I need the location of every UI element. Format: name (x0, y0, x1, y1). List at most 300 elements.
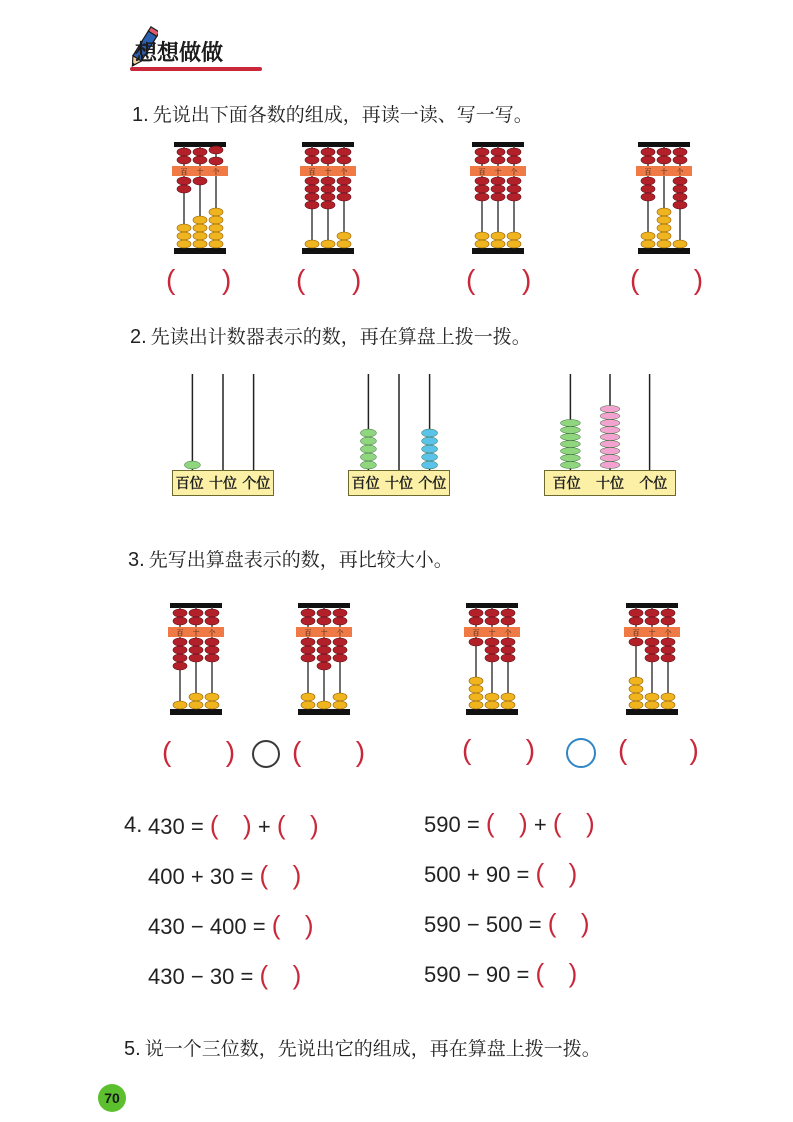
abacus-bead (305, 201, 319, 209)
abacus-bead (475, 232, 489, 240)
counter-place-labels (544, 470, 676, 496)
abacus-bead (475, 240, 489, 248)
question-text: 先写出算盘表示的数，再比较大小。 (148, 549, 453, 571)
abacus-bead (485, 609, 499, 617)
equation-right-2[interactable]: 500 + 90 = ( ) (424, 858, 578, 888)
abacus-place-label: 百 (308, 168, 316, 176)
abacus-bead (673, 185, 687, 193)
counter-bead (360, 429, 376, 437)
abacus-bead (173, 701, 187, 709)
abacus-bead (645, 654, 659, 662)
question-4 (124, 812, 142, 838)
abacus (470, 142, 526, 254)
counter-place-label: 十位 (595, 476, 624, 492)
abacus-bead (205, 693, 219, 701)
abacus-bead (209, 232, 223, 240)
answer-blank[interactable]: ( ) (630, 264, 704, 295)
question-number: 2. (130, 326, 147, 348)
abacus-bead (317, 662, 331, 670)
answer-paren: ) (292, 960, 302, 990)
abacus-bead (337, 185, 351, 193)
abacus-bottom-frame (298, 709, 350, 715)
answer-paren: ) (292, 860, 302, 890)
abacus-bead (491, 240, 505, 248)
abacus-bottom-frame (626, 709, 678, 715)
abacus-bead (501, 617, 515, 625)
abacus-place-label: 十 (192, 629, 200, 637)
counter-bead (560, 434, 580, 441)
counting-frame (544, 372, 676, 502)
abacus-bead (337, 177, 351, 185)
abacus-bead (641, 177, 655, 185)
abacus-bead (301, 654, 315, 662)
counter-bead (422, 461, 438, 469)
abacus-place-label: 百 (644, 168, 652, 176)
abacus-place-label: 十 (488, 629, 496, 637)
counter-bead (600, 441, 620, 448)
abacus-bead (485, 617, 499, 625)
answer-paren: ) (568, 958, 578, 988)
abacus-place-label: 十 (494, 168, 502, 176)
abacus-bead (205, 646, 219, 654)
abacus (296, 603, 352, 715)
abacus-bead (301, 638, 315, 646)
page-number: 70 (98, 1084, 126, 1112)
abacus-bead (321, 201, 335, 209)
abacus-bead (475, 185, 489, 193)
question-3 (128, 545, 453, 572)
abacus-bead (177, 240, 191, 248)
answer-blank[interactable]: ( ) (618, 734, 699, 765)
abacus-bead (657, 208, 671, 216)
abacus-bead (645, 638, 659, 646)
abacus-place-label: 百 (304, 629, 312, 637)
counter-bead (600, 420, 620, 427)
abacus-bead (507, 156, 521, 164)
answer-paren: ) (580, 908, 590, 938)
answer-blank[interactable]: ( ) (162, 736, 236, 767)
abacus-bead (491, 148, 505, 156)
abacus-bead (193, 148, 207, 156)
abacus-bead (475, 193, 489, 201)
abacus-bead (205, 617, 219, 625)
abacus-place-label: 十 (196, 168, 204, 176)
counter-bead (360, 453, 376, 461)
abacus-bead (333, 654, 347, 662)
abacus-bead (641, 148, 655, 156)
equation-left-1[interactable]: 430 = ( ) + ( ) (148, 810, 319, 840)
abacus-bead (657, 240, 671, 248)
abacus-bead (193, 156, 207, 164)
answer-blank[interactable]: ( ) (296, 264, 362, 295)
abacus-bead (673, 240, 687, 248)
abacus-bead (177, 224, 191, 232)
question-number: 3. (128, 549, 145, 571)
abacus-place-label: 个 (510, 168, 518, 176)
equation-right-3[interactable]: 590 − 500 = ( ) (424, 908, 590, 938)
abacus-bead (661, 638, 675, 646)
answer-paren: ( (547, 908, 557, 938)
abacus-bead (301, 646, 315, 654)
counting-frame (348, 372, 450, 502)
abacus-bead (301, 617, 315, 625)
abacus-bead (629, 677, 643, 685)
abacus-bead (485, 693, 499, 701)
counter-place-labels (172, 470, 274, 496)
abacus-bead (469, 609, 483, 617)
abacus-bead (657, 156, 671, 164)
counter-bead (360, 461, 376, 469)
abacus-bead (209, 146, 223, 154)
question-text: 说一个三位数，先说出它的组成，再在算盘上拨一拨。 (144, 1038, 601, 1060)
abacus-bead (673, 201, 687, 209)
abacus-bead (189, 617, 203, 625)
abacus-place-label: 个 (208, 629, 216, 637)
abacus-place-label: 百 (478, 168, 486, 176)
abacus-bead (317, 646, 331, 654)
abacus-bead (661, 654, 675, 662)
abacus-bead (321, 185, 335, 193)
abacus-bead (501, 654, 515, 662)
abacus-bead (301, 701, 315, 709)
question-number: 4. (124, 812, 143, 837)
abacus-bead (333, 701, 347, 709)
equation-right-4[interactable]: 590 − 90 = ( ) (424, 958, 578, 988)
abacus (300, 142, 356, 254)
abacus-bottom-frame (472, 248, 524, 254)
abacus-bead (491, 193, 505, 201)
answer-paren: ( (485, 808, 495, 838)
abacus-bead (501, 638, 515, 646)
counter-bead (360, 437, 376, 445)
abacus (172, 142, 228, 254)
abacus-bead (641, 185, 655, 193)
abacus-bead (645, 693, 659, 701)
abacus-bead (305, 185, 319, 193)
counter-place-label: 个位 (639, 476, 668, 492)
abacus-bead (209, 208, 223, 216)
answer-paren: ( (259, 960, 269, 990)
abacus-bead (641, 193, 655, 201)
abacus-bead (673, 156, 687, 164)
abacus-place-label: 十 (648, 629, 656, 637)
abacus-bead (673, 177, 687, 185)
abacus-place-label: 十 (320, 629, 328, 637)
answer-paren: ( (552, 808, 562, 838)
abacus-bead (629, 701, 643, 709)
abacus-bead (629, 609, 643, 617)
counter-bead (600, 448, 620, 455)
abacus-bead (301, 693, 315, 701)
abacus-bead (501, 609, 515, 617)
counter-bead (560, 462, 580, 469)
abacus-bead (333, 638, 347, 646)
counter-place-label: 个位 (242, 476, 271, 492)
counter-bead (422, 453, 438, 461)
answer-blank[interactable]: ( ) (466, 264, 532, 295)
abacus-bead (641, 232, 655, 240)
abacus-bead (657, 148, 671, 156)
abacus-bead (205, 654, 219, 662)
abacus-bead (645, 617, 659, 625)
counter-place-label: 百位 (175, 476, 204, 492)
abacus-bead (485, 701, 499, 709)
answer-blank[interactable]: ( ) (292, 736, 366, 767)
abacus-bead (173, 609, 187, 617)
abacus-bead (177, 148, 191, 156)
abacus-bead (645, 646, 659, 654)
abacus-place-label: 个 (336, 629, 344, 637)
abacus-place-label: 个 (504, 629, 512, 637)
abacus (464, 603, 520, 715)
question-2 (130, 322, 531, 349)
abacus-bead (673, 193, 687, 201)
question-text: 先说出下面各数的组成，再读一读、写一写。 (152, 104, 533, 126)
abacus-bead (333, 693, 347, 701)
abacus-bead (189, 646, 203, 654)
abacus-bead (491, 185, 505, 193)
abacus-bead (629, 685, 643, 693)
abacus-bead (193, 232, 207, 240)
counter-bead (560, 455, 580, 462)
abacus-bead (173, 654, 187, 662)
counter-bead (184, 461, 200, 469)
abacus-bead (469, 617, 483, 625)
counter-place-label: 百位 (351, 476, 380, 492)
abacus-bead (333, 617, 347, 625)
abacus-bead (491, 177, 505, 185)
abacus-bead (485, 646, 499, 654)
abacus-bead (491, 232, 505, 240)
abacus-bead (173, 638, 187, 646)
question-number: 5. (124, 1038, 141, 1060)
abacus-bead (189, 701, 203, 709)
abacus-bead (209, 240, 223, 248)
abacus-bead (645, 701, 659, 709)
abacus-bead (333, 609, 347, 617)
abacus-bead (177, 185, 191, 193)
abacus-bead (657, 216, 671, 224)
abacus-bead (317, 617, 331, 625)
counter-bead (560, 448, 580, 455)
compare-circle[interactable] (566, 738, 596, 768)
abacus-bead (469, 677, 483, 685)
abacus-place-label: 个 (664, 629, 672, 637)
abacus-bead (337, 148, 351, 156)
counter-bead (560, 441, 580, 448)
abacus-bead (177, 177, 191, 185)
abacus-bead (321, 240, 335, 248)
counter-bead (360, 445, 376, 453)
abacus-bottom-frame (638, 248, 690, 254)
answer-paren: ) (568, 858, 578, 888)
equation-left-4[interactable]: 430 − 30 = ( ) (148, 960, 302, 990)
abacus-place-label: 百 (632, 629, 640, 637)
question-1 (132, 100, 533, 127)
abacus-bead (661, 646, 675, 654)
answer-paren: ( (271, 910, 281, 940)
abacus-place-label: 个 (676, 168, 684, 176)
abacus-place-label: 百 (472, 629, 480, 637)
abacus-bead (475, 156, 489, 164)
abacus-place-label: 个 (212, 168, 220, 176)
abacus-bead (475, 148, 489, 156)
abacus (168, 603, 224, 715)
answer-paren: ( (535, 858, 545, 888)
abacus-bead (673, 148, 687, 156)
abacus-bead (661, 617, 675, 625)
question-5 (124, 1034, 601, 1061)
abacus-bead (657, 232, 671, 240)
abacus-bead (485, 654, 499, 662)
abacus-bead (193, 177, 207, 185)
abacus-bead (645, 609, 659, 617)
answer-paren: ) (304, 910, 314, 940)
abacus-bead (661, 693, 675, 701)
abacus-place-label: 十 (324, 168, 332, 176)
abacus-bead (305, 177, 319, 185)
abacus-bead (629, 693, 643, 701)
abacus-bead (641, 240, 655, 248)
abacus-bead (173, 646, 187, 654)
abacus-bead (321, 193, 335, 201)
answer-paren: ) (243, 810, 252, 840)
answer-paren: ) (309, 810, 319, 840)
counter-place-label: 十位 (384, 476, 413, 492)
abacus-bead (305, 240, 319, 248)
question-text: 先读出计数器表示的数，再在算盘上拨一拨。 (150, 326, 531, 348)
equation-right-1[interactable]: 590 = ( ) + ( ) (424, 808, 595, 838)
counter-bead (600, 462, 620, 469)
abacus-bead (485, 638, 499, 646)
counter-place-label: 百位 (552, 476, 581, 492)
abacus-bead (189, 609, 203, 617)
answer-paren: ( (276, 810, 286, 840)
abacus-bead (317, 654, 331, 662)
counter-bead (422, 437, 438, 445)
abacus-bead (469, 693, 483, 701)
equation-left-2[interactable]: 400 + 30 = ( ) (148, 860, 302, 890)
abacus-bead (337, 193, 351, 201)
answer-blank[interactable]: ( ) (166, 264, 232, 295)
abacus-place-label: 百 (180, 168, 188, 176)
abacus-bead (209, 216, 223, 224)
abacus-bead (205, 701, 219, 709)
answer-paren: ) (585, 808, 595, 838)
counter-bead (560, 420, 580, 427)
abacus-bead (507, 177, 521, 185)
abacus-place-label: 百 (176, 629, 184, 637)
abacus-bead (507, 185, 521, 193)
answer-paren: ( (535, 958, 545, 988)
counter-bead (600, 406, 620, 413)
abacus-bead (507, 240, 521, 248)
abacus-bead (337, 240, 351, 248)
abacus-bead (475, 177, 489, 185)
abacus-bead (337, 232, 351, 240)
abacus-bead (189, 638, 203, 646)
abacus-bottom-frame (302, 248, 354, 254)
abacus-bead (177, 156, 191, 164)
counter-bead (600, 434, 620, 441)
counter-bead (422, 445, 438, 453)
abacus-bead (469, 638, 483, 646)
abacus-bead (209, 224, 223, 232)
counter-bead (600, 427, 620, 434)
title-underline (130, 67, 262, 71)
abacus-bead (321, 177, 335, 185)
abacus-bead (501, 701, 515, 709)
abacus-bead (317, 701, 331, 709)
answer-paren: ( (259, 860, 269, 890)
equation-left-3[interactable]: 430 − 400 = ( ) (148, 910, 314, 940)
abacus-bead (507, 232, 521, 240)
abacus-bead (205, 609, 219, 617)
abacus-bead (469, 685, 483, 693)
answer-paren: ) (519, 808, 528, 838)
abacus-bead (507, 193, 521, 201)
counter-place-label: 个位 (418, 476, 447, 492)
section-title: 想想做做 (135, 41, 224, 66)
abacus-place-label: 十 (660, 168, 668, 176)
counter-bead (600, 455, 620, 462)
counter-place-labels (348, 470, 450, 496)
abacus-bead (317, 609, 331, 617)
abacus-bottom-frame (170, 709, 222, 715)
abacus-bead (641, 156, 655, 164)
abacus-bead (501, 693, 515, 701)
abacus-bead (205, 638, 219, 646)
counter-place-label: 十位 (208, 476, 237, 492)
question-number: 1. (132, 104, 149, 126)
abacus-bead (469, 701, 483, 709)
answer-blank[interactable]: ( ) (462, 734, 536, 765)
abacus-bead (189, 654, 203, 662)
abacus-bead (333, 646, 347, 654)
abacus-bead (507, 148, 521, 156)
abacus-bead (193, 224, 207, 232)
abacus-bead (629, 617, 643, 625)
abacus-bead (321, 148, 335, 156)
abacus (636, 142, 692, 254)
abacus-bead (305, 148, 319, 156)
abacus-bead (173, 662, 187, 670)
abacus (624, 603, 680, 715)
counter-bead (600, 413, 620, 420)
abacus-bead (193, 216, 207, 224)
abacus-bead (657, 224, 671, 232)
counting-frame (172, 372, 274, 502)
abacus-bottom-frame (466, 709, 518, 715)
abacus-bead (491, 156, 505, 164)
counter-bead (422, 429, 438, 437)
abacus-bead (629, 638, 643, 646)
abacus-bead (177, 232, 191, 240)
answer-paren: ( (209, 810, 219, 840)
abacus-bead (661, 701, 675, 709)
abacus-bead (317, 638, 331, 646)
abacus-bead (305, 193, 319, 201)
abacus-bead (189, 693, 203, 701)
abacus-bottom-frame (174, 248, 226, 254)
counter-bead (560, 427, 580, 434)
compare-circle[interactable] (252, 740, 280, 768)
abacus-bead (337, 156, 351, 164)
abacus-bead (301, 609, 315, 617)
abacus-bead (209, 157, 223, 165)
abacus-place-label: 个 (340, 168, 348, 176)
abacus-bead (321, 156, 335, 164)
